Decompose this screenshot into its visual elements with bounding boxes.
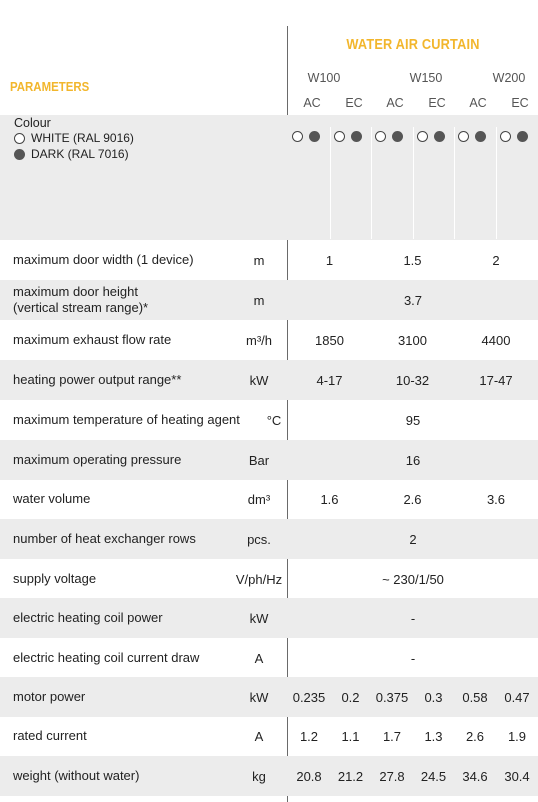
table-row — [0, 716, 538, 756]
value-all: 3.7 — [403, 292, 423, 308]
table-row — [0, 320, 538, 360]
table-row — [0, 756, 538, 796]
table-row — [0, 638, 538, 678]
variant-w100-ec: EC — [345, 96, 363, 110]
value-w150-ec: 24.5 — [420, 768, 447, 784]
value-w200: 2 — [492, 252, 500, 268]
colour-dots-w100-ac — [292, 131, 320, 142]
colour-dots-w150-ec — [417, 131, 445, 142]
row-unit: m — [253, 252, 265, 268]
colour-column-divider — [413, 127, 414, 239]
dark-dot-icon — [517, 131, 528, 142]
value-w100-ec: 21.2 — [337, 768, 364, 784]
colour-dots-w150-ac — [375, 131, 403, 142]
dark-dot-icon — [475, 131, 486, 142]
table-row — [0, 559, 538, 599]
value-w150-ec: 0.3 — [424, 689, 443, 705]
row-label: number of heat exchanger rows — [13, 531, 196, 546]
dark-dot-icon — [351, 131, 362, 142]
colour-dots-w100-ec — [334, 131, 362, 142]
row-unit: V/ph/Hz — [235, 571, 283, 587]
colour-option-white — [14, 131, 134, 145]
dark-dot-icon — [14, 149, 25, 160]
variant-w100-ac: AC — [303, 96, 321, 110]
table-row — [0, 240, 538, 280]
row-label: electric heating coil power — [13, 610, 163, 625]
colour-column-divider — [371, 127, 372, 239]
value-w150: 3100 — [398, 332, 427, 348]
row-label: motor power — [13, 689, 86, 704]
value-all: 2 — [409, 531, 417, 547]
value-w150: 10-32 — [395, 372, 430, 388]
row-unit: kW — [249, 610, 269, 626]
dark-dot-icon — [309, 131, 320, 142]
value-w100-ac: 0.235 — [292, 689, 326, 705]
row-unit: A — [254, 650, 264, 666]
table-row — [0, 280, 538, 320]
model-w150: W150 — [409, 71, 443, 85]
value-w200-ec: 30.4 — [504, 768, 530, 784]
white-dot-icon — [292, 131, 303, 142]
row-label: maximum exhaust flow rate — [13, 332, 172, 347]
value-all: 16 — [405, 452, 421, 468]
colour-dots-w200-ac — [458, 131, 486, 142]
variant-w150-ec: EC — [428, 96, 446, 110]
value-w100-ec: 1.1 — [341, 728, 360, 744]
white-dot-icon — [458, 131, 469, 142]
white-dot-icon — [14, 133, 25, 144]
colour-option-dark — [14, 147, 129, 161]
row-label — [13, 280, 243, 320]
colour-column-divider — [454, 127, 455, 239]
model-w100: W100 — [307, 71, 341, 85]
value-w100-ec: 0.2 — [341, 689, 360, 705]
value-w150: 2.6 — [403, 491, 422, 507]
dark-dot-icon — [392, 131, 403, 142]
value-w150: 1.5 — [403, 252, 422, 268]
value-w100: 1.6 — [320, 491, 339, 507]
white-dot-icon — [417, 131, 428, 142]
colour-label: Colour — [14, 116, 51, 130]
value-w100: 1 — [325, 252, 334, 268]
table-row — [0, 677, 538, 717]
colour-option-label: DARK (RAL 7016) — [31, 147, 129, 161]
value-w200: 3.6 — [486, 491, 506, 507]
row-label: rated current — [13, 728, 87, 743]
parameters-heading: PARAMETERS — [10, 79, 90, 94]
dark-dot-icon — [434, 131, 445, 142]
row-unit: A — [254, 728, 264, 744]
row-label: maximum operating pressure — [13, 452, 182, 467]
value-all: 95 — [405, 412, 421, 428]
row-label: supply voltage — [13, 571, 97, 586]
row-unit: °C — [266, 412, 282, 428]
value-w150-ac: 0.375 — [375, 689, 409, 705]
row-unit: m³/h — [246, 332, 272, 348]
value-w150-ac: 27.8 — [379, 768, 405, 784]
row-label: weight (without water) — [13, 768, 140, 783]
row-unit: m — [253, 292, 265, 308]
table-row — [0, 479, 538, 519]
value-w100-ac: 20.8 — [296, 768, 322, 784]
row-label-line: (vertical stream range)* — [13, 300, 149, 315]
value-w100-ac: 1.2 — [299, 728, 319, 744]
row-label: water volume — [13, 491, 91, 506]
white-dot-icon — [375, 131, 386, 142]
table-row — [0, 598, 538, 638]
colour-column-divider — [330, 127, 331, 239]
value-all: - — [410, 610, 416, 626]
colour-dots-w200-ec — [500, 131, 528, 142]
value-w200-ac: 0.58 — [462, 689, 488, 705]
row-unit: pcs. — [247, 531, 271, 547]
colour-option-label: WHITE (RAL 9016) — [31, 131, 134, 145]
row-label: electric heating coil current draw — [13, 650, 200, 665]
value-w200: 17-47 — [479, 372, 513, 388]
value-w150-ac: 1.7 — [382, 728, 402, 744]
product-title: WATER AIR CURTAIN — [346, 37, 480, 53]
row-label: heating power output range** — [13, 372, 182, 387]
value-w200-ac: 2.6 — [465, 728, 485, 744]
variant-w150-ac: AC — [386, 96, 404, 110]
row-label: maximum temperature of heating agent — [13, 412, 240, 427]
value-all: ~ 230/1/50 — [382, 571, 444, 587]
table-row — [0, 440, 538, 480]
value-w150-ec: 1.3 — [424, 728, 443, 744]
variant-w200-ec: EC — [511, 96, 529, 110]
row-unit: kW — [249, 372, 269, 388]
white-dot-icon — [500, 131, 511, 142]
model-w200: W200 — [492, 71, 526, 85]
variant-w200-ac: AC — [469, 96, 487, 110]
table-row — [0, 360, 538, 400]
value-w200: 4400 — [481, 332, 511, 348]
row-label: maximum door width (1 device) — [13, 252, 194, 267]
row-unit: kg — [252, 768, 266, 784]
white-dot-icon — [334, 131, 345, 142]
row-label-line: maximum door height — [13, 284, 138, 299]
value-w200-ec: 1.9 — [507, 728, 527, 744]
table-row — [0, 400, 538, 440]
value-w200-ac: 34.6 — [462, 768, 488, 784]
colour-column-divider — [496, 127, 497, 239]
value-all: - — [410, 650, 416, 666]
value-w100: 4-17 — [316, 372, 343, 388]
row-unit: dm³ — [247, 491, 271, 507]
table-row — [0, 519, 538, 559]
value-w100: 1850 — [315, 332, 344, 348]
value-w200-ec: 0.47 — [504, 689, 530, 705]
row-unit: kW — [249, 689, 269, 705]
row-unit: Bar — [248, 452, 270, 468]
